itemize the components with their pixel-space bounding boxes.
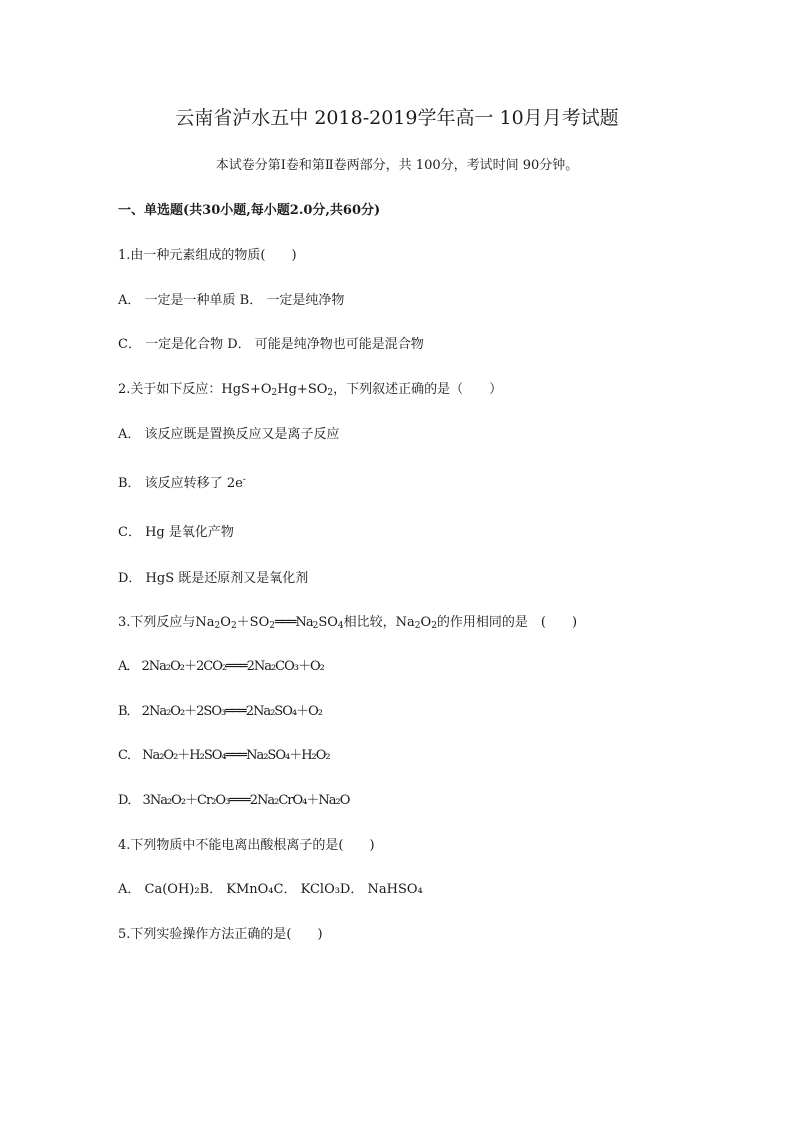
subscript: 2 [312,621,319,631]
question-5-stem: 5.下列实验操作方法正确的是( ) [118,927,323,942]
subscript: 2 [414,621,421,631]
question-3-option-b: B． 2Na₂O₂＋2SO₃═══2Na₂SO₄＋O₂ [118,704,322,719]
question-3-stem-part: O [420,615,432,630]
question-3-stem-part: ＋SO [236,615,270,630]
question-3-option-d: D． 3Na₂O₂＋Cr₂O₃═══2Na₂CrO₄＋Na₂O [118,793,350,808]
question-1-options-cd: C． 一定是化合物 D． 可能是纯净物也可能是混合物 [118,337,424,352]
question-3-option-c: C． Na₂O₂＋H₂SO₄═══Na₂SO₄＋H₂O₂ [118,748,330,763]
question-2-option-a: A． 该反应既是置换反应又是离子反应 [118,427,340,442]
question-4-options: A． Ca(OH)₂B． KMnO₄C． KClO₃D． NaHSO₄ [118,882,423,897]
question-2-option-c: C． Hg 是氧化产物 [118,525,234,540]
question-3-stem-part: 的作用相同的是 ( ) [436,615,578,630]
question-4-stem: 4.下列物质中不能电离出酸根离子的是( ) [118,838,375,853]
question-2-stem-part: 2.关于如下反应：HgS+O [118,382,272,397]
question-3-stem-part: ═══Na [274,615,313,630]
question-2-stem-part: Hg+SO [277,382,328,397]
exam-title: 云南省泸水五中 2018-2019学年高一 10月月考试题 [175,107,619,129]
exam-instructions: 本试卷分第Ⅰ卷和第Ⅱ卷两部分，共 100分，考试时间 90分钟。 [215,158,579,173]
subscript: 2 [230,621,237,631]
subscript: 2 [431,621,437,631]
question-2-stem-part: ，下列叙述正确的是（ ） [333,382,503,397]
question-3-stem [118,613,718,633]
question-2-option-d: D． HgS 既是还原剂又是氧化剂 [118,571,309,586]
question-3-stem-part: O [220,615,231,630]
question-3-stem-part: SO [318,615,338,630]
subscript: 2 [214,621,221,631]
question-3-option-a: A． 2Na₂O₂＋2CO₂═══2Na₂CO₃＋O₂ [118,659,324,674]
question-2-option-b [118,474,718,494]
question-2-stem [118,380,718,400]
question-1-options-ab: A． 一定是一种单质 B． 一定是纯净物 [118,293,345,308]
subscript: 2 [327,388,334,398]
section-heading: 一、单选题(共30小题,每小题2.0分,共60分) [118,203,381,218]
subscript: 2 [269,621,275,631]
subscript: 4 [337,621,344,631]
question-1-stem: 1.由一种元素组成的物质( ) [118,248,297,263]
question-3-stem-part: 相比较，Na [343,615,415,630]
superscript: - [242,475,246,485]
subscript: 2 [271,388,278,398]
question-2-option-b-text: B． 该反应转移了 2e [118,476,243,491]
question-3-stem-part: 3.下列反应与Na [118,615,215,630]
